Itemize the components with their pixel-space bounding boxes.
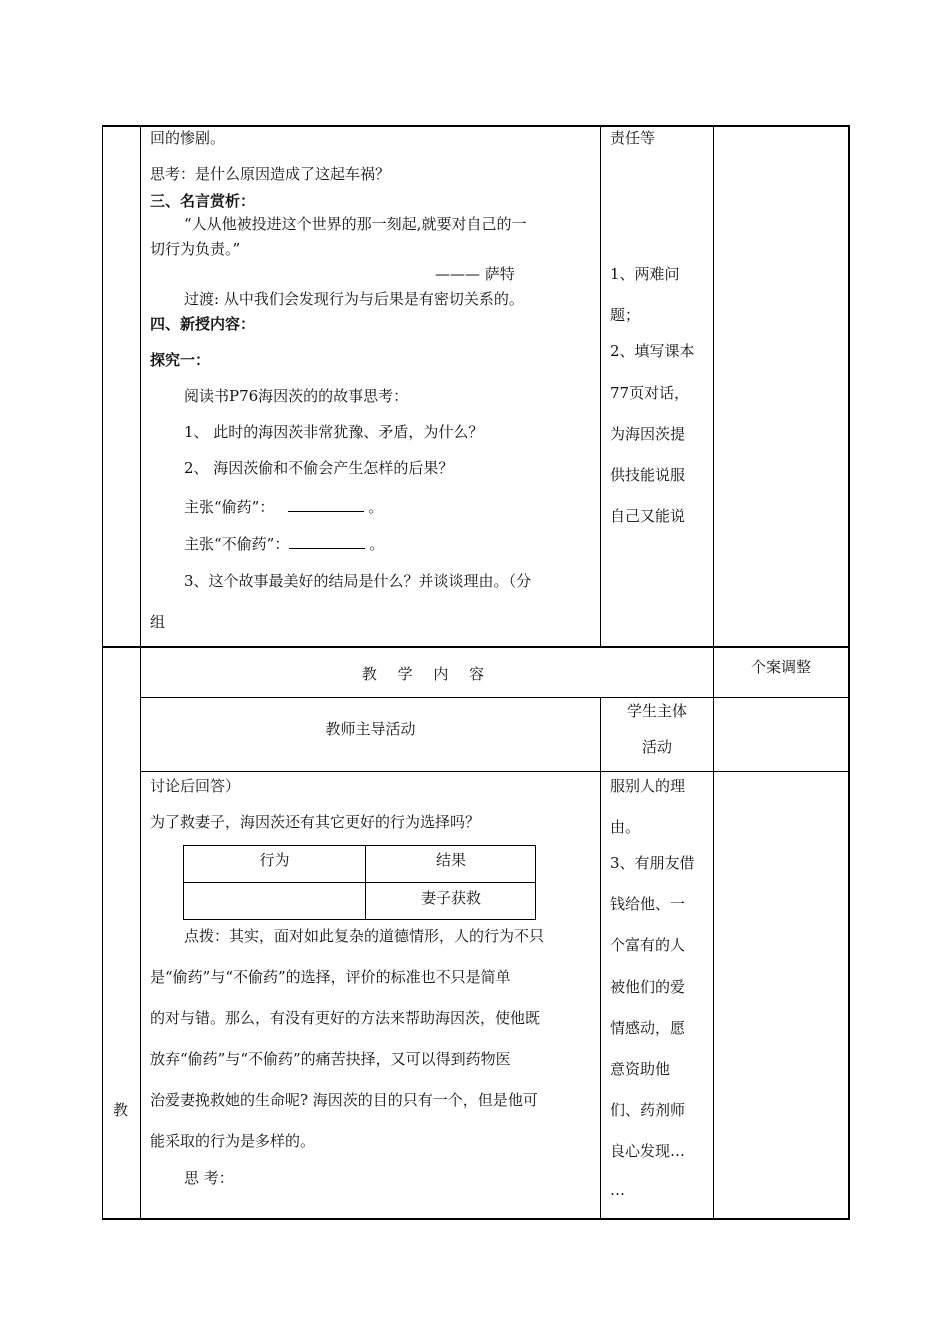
fill-blank bbox=[289, 534, 365, 549]
student-note: 供技能说服 bbox=[610, 466, 686, 484]
content-line: 过渡: 从中我们会发现行为与后果是有密切关系的。 bbox=[184, 290, 524, 308]
content-line: 点拨：其实，面对如此复杂的道德情形，人的行为不只 bbox=[184, 927, 545, 945]
quote-line: 切行为负责。” bbox=[150, 240, 241, 258]
period: 。 bbox=[368, 498, 384, 516]
student-note: 情感动，愿 bbox=[610, 1019, 686, 1037]
student-activity-header: 学生主体 bbox=[626, 702, 687, 720]
inner-table bbox=[183, 845, 536, 920]
col-divider-2a bbox=[600, 125, 601, 647]
teacher-activity-header: 教师主导活动 bbox=[325, 720, 416, 738]
section-heading: 三、名言赏析： bbox=[150, 192, 256, 210]
fill-blank-line bbox=[184, 534, 384, 554]
content-line: 为了救妻子，海因茨还有其它更好的行为选择吗？ bbox=[150, 813, 481, 831]
section-heading: 探究一： bbox=[150, 351, 211, 369]
student-note: 1、两难问 bbox=[610, 265, 680, 283]
case-adjust-header: 个案调整 bbox=[750, 658, 811, 676]
inner-table-cell: 妻子获救 bbox=[420, 889, 481, 907]
table-right-border bbox=[848, 125, 850, 1220]
student-note: 个富有的人 bbox=[610, 936, 686, 954]
student-note: 责任等 bbox=[610, 129, 656, 147]
quote-line: “人从他被投进这个世界的那一刻起,就要对自己的一 bbox=[184, 215, 527, 233]
content-line: 的对与错。那么，有没有更好的方法来帮助海因茨，使他既 bbox=[150, 1009, 541, 1027]
content-line: 能采取的行为是多样的。 bbox=[150, 1132, 316, 1150]
content-line: 治爱妻挽救她的生命呢? 海因茨的目的只有一个，但是他可 bbox=[150, 1091, 538, 1109]
content-line: 阅读书P76海因茨的的故事思考： bbox=[184, 387, 409, 405]
content-line: 1、 此时的海因茨非常犹豫、矛盾，为什么？ bbox=[184, 423, 484, 441]
student-note: 被他们的爱 bbox=[610, 978, 686, 996]
fill-blank-line bbox=[184, 497, 383, 517]
content-line: 3、这个故事最美好的结局是什么？并谈谈理由。（分 bbox=[184, 572, 532, 590]
period: 。 bbox=[369, 535, 385, 553]
student-note: 2、填写课本 bbox=[610, 342, 695, 360]
student-note: 由。 bbox=[610, 818, 641, 836]
student-note: 良心发现… bbox=[610, 1142, 686, 1160]
student-note: 题； bbox=[610, 306, 641, 324]
content-line: 2、 海因茨偷和不偷会产生怎样的后果？ bbox=[184, 459, 454, 477]
section-heading: 四、新授内容： bbox=[150, 315, 256, 333]
student-note: 77页对话， bbox=[610, 384, 690, 402]
inner-table-row-divider bbox=[184, 882, 535, 883]
table-left-border bbox=[102, 125, 103, 1220]
row-divider-2 bbox=[140, 697, 849, 698]
student-note: 服别人的理 bbox=[610, 777, 686, 795]
content-line: 放弃“偷药”与“不偷药”的痛苦抉择，又可以得到药物医 bbox=[150, 1050, 511, 1068]
content-line: 思考：是什么原因造成了这起车祸？ bbox=[150, 165, 391, 183]
fill-blank-label: 主张“不偷药”： bbox=[184, 535, 290, 553]
quote-author: ——— 萨特 bbox=[435, 265, 515, 283]
student-note: 为海因茨提 bbox=[610, 425, 686, 443]
fill-blank-label: 主张“偷药”： bbox=[184, 498, 275, 516]
col-divider-2b bbox=[600, 697, 601, 1220]
table-top-border bbox=[102, 125, 849, 127]
row-divider-1 bbox=[102, 646, 849, 648]
side-label: 教 bbox=[113, 1101, 129, 1119]
content-line: 思 考： bbox=[184, 1169, 234, 1187]
content-line: 是“偷药”与“不偷药”的选择，评价的标准也不只是简单 bbox=[150, 968, 511, 986]
fill-blank bbox=[288, 497, 364, 512]
student-note: 们、药剂师 bbox=[610, 1101, 686, 1119]
student-note: 自己又能说 bbox=[610, 507, 686, 525]
student-note: 3、有朋友借 bbox=[610, 854, 695, 872]
content-line: 组 bbox=[150, 613, 166, 631]
table-bottom-border bbox=[102, 1218, 849, 1220]
inner-table-header: 行为 bbox=[259, 851, 290, 869]
teaching-content-header: 教 学 内 容 bbox=[361, 665, 493, 683]
student-note: 意资助他 bbox=[610, 1060, 671, 1078]
content-line: 讨论后回答） bbox=[150, 777, 241, 795]
content-line: 回的惨剧。 bbox=[150, 129, 226, 147]
row-divider-3 bbox=[140, 771, 849, 772]
inner-table-header: 结果 bbox=[435, 851, 466, 869]
student-activity-header: 活动 bbox=[641, 738, 672, 756]
student-note: 钱给他、一 bbox=[610, 895, 686, 913]
student-note: … bbox=[610, 1181, 625, 1199]
